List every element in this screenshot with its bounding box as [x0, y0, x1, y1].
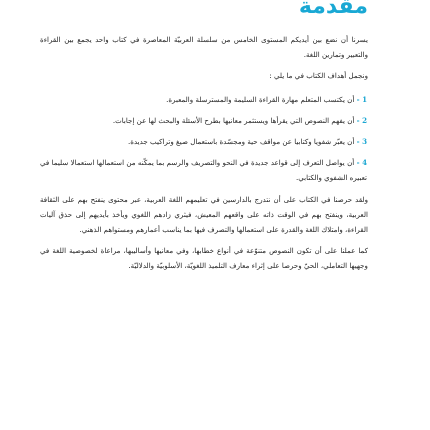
method-paragraph: ولقد حرصنا في الكتاب على أن نتدرج بالدارسين في تعليمهم اللغة العربية، عبر محتوى ينفتح بهم على الثقافة العربية، وينفتح بهم في الوقت ذاته على واقعهم المعيش، فيثري زادهم اللغوي ويأخذ بأيديهم إلى حذق آليات القراءة، وامتلاك اللغة والقدرة على استعمالها والتصرف فيها بما يناسب أعمارهم ومستواهم الذهني. — [40, 194, 368, 235]
document-body — [40, 32, 368, 274]
goals-heading: ونجمل أهداف الكتاب في ما يلي : — [269, 71, 368, 81]
goal-item — [40, 134, 368, 149]
goal-number: 2 - — [356, 115, 367, 125]
goal-number: 1 - — [356, 94, 367, 104]
goals-list — [40, 92, 368, 186]
diversity-paragraph: كما عملنا على أن تكون النصوص متنوّعة في أنواع خطابها، وفي معانيها وأساليبها، مراعاة لخصوصية اللغة في وجهيها التعاملي، الحيّ وحرصا على إثراء معارف التلميذ اللغويّة، الأسلوبيّة والدلاليّة. — [40, 246, 368, 271]
goal-text: أن يفهم النصوص التي يقرأها ويستثمر معانيها بطرح الأسئلة والبحث لها عن إجابات. — [112, 115, 355, 125]
goal-item — [40, 113, 368, 128]
goal-text: أن يعبّر شفويا وكتابيا عن مواقف حية ومجسّدة باستعمال صيغ وتراكيب جديدة. — [127, 137, 355, 147]
goal-item — [40, 155, 368, 185]
goal-number: 4 - — [356, 158, 368, 168]
goal-item — [40, 92, 368, 107]
goal-text: أن يكتسب المتعلم مهارة القراءة السليمة والمسترسلة والمعبرة. — [166, 94, 355, 104]
goal-text: أن يواصل التعرف إلى قواعد جديدة في النحو والتصريف والرسم بما يمكّنه من استعمالها استعمالا سليما في تعبيره الشفوي والكتابي. — [40, 158, 367, 183]
intro-paragraph: يسرنا أن نضع بين أيديكم المستوى الخامس من سلسلة العربيّة المعاصرة في كتاب واحد يجمع بين القراءة والتعبير وتمارين اللغة. — [40, 35, 368, 60]
page-title: مقدمة — [298, 0, 368, 19]
goal-number: 3 - — [356, 137, 367, 147]
